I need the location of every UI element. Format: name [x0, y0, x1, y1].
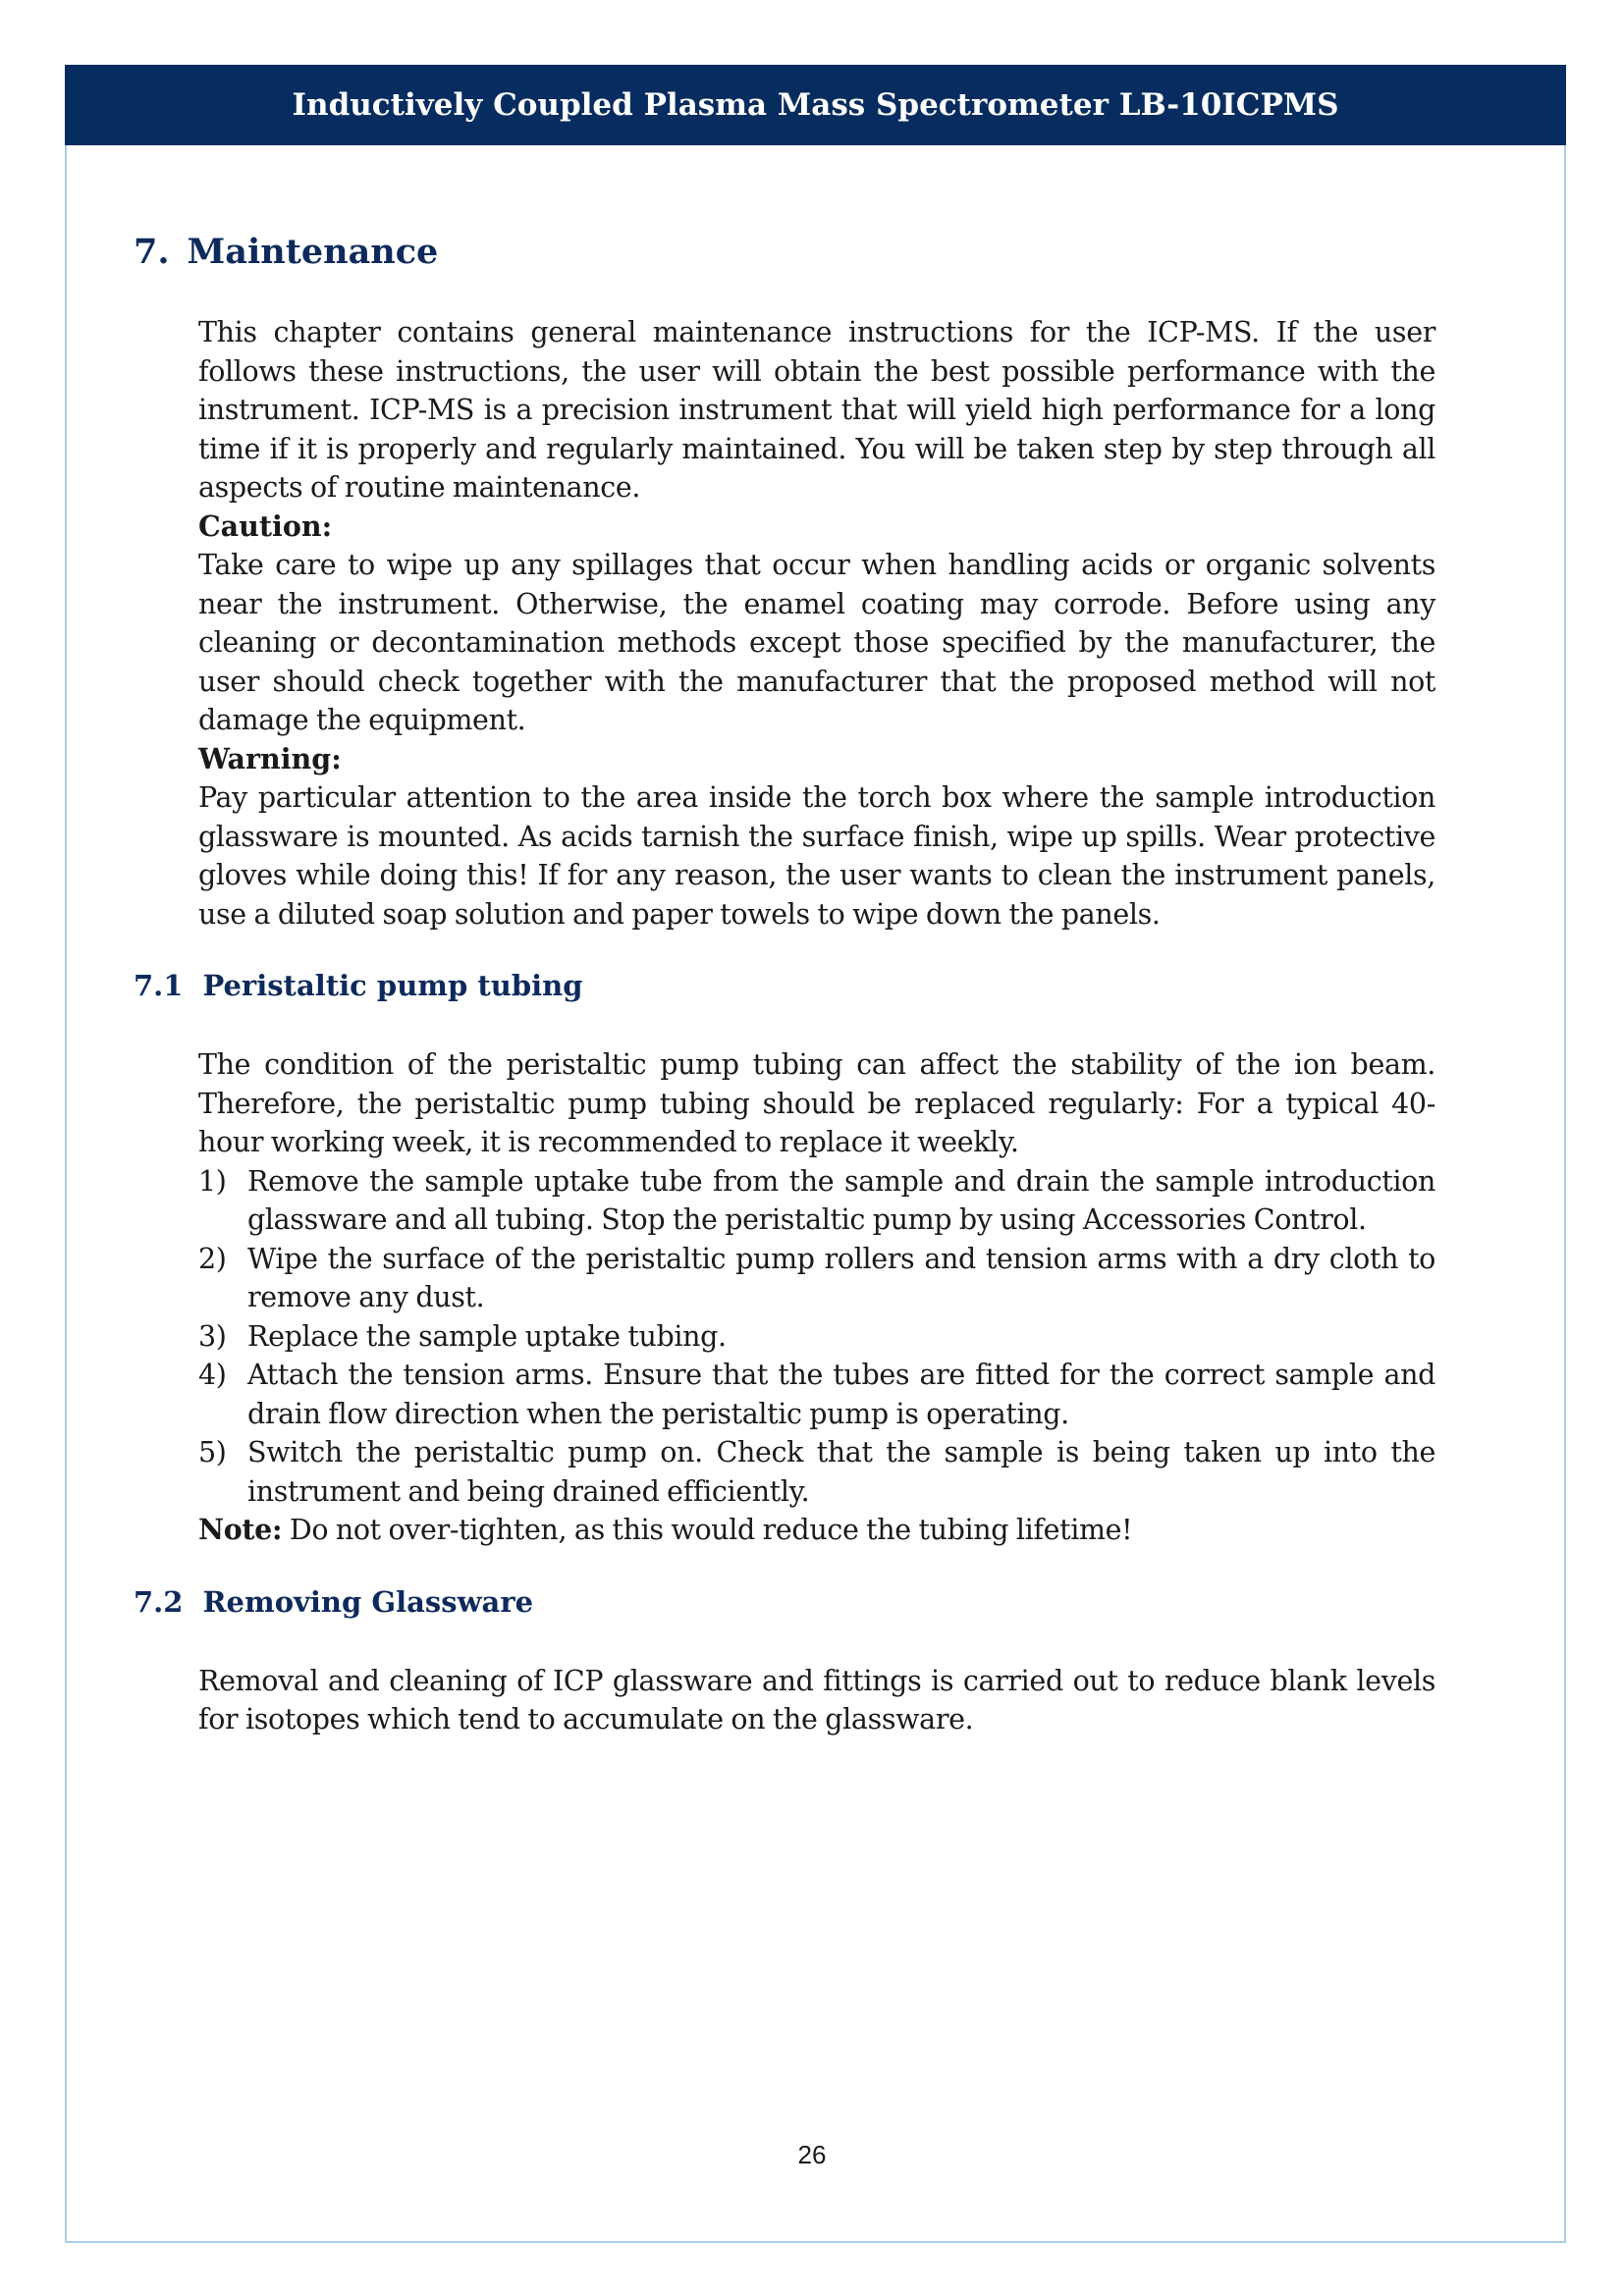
step-text: Replace the sample uptake tubing.	[247, 1319, 727, 1353]
step-text: Wipe the surface of the peristaltic pump rollers and tension arms with a dry cloth to remove any dust.	[247, 1242, 1435, 1313]
section-7-2-heading	[134, 1585, 1435, 1619]
section-7-intro: This chapter contains general maintenance instructions for the ICP-MS. If the user follows these instructions, the user will obtain the best possible performance with the instrument. ICP-MS is a precision instrument that will yield high performance for a long time if it is properly and regularly maintained. You will be taken step by step through all aspects of routine maintenance.	[198, 316, 1435, 504]
note-text: Do not over-tighten, as this would reduce the tubing lifetime!	[282, 1514, 1133, 1546]
step-number: 2)	[198, 1242, 227, 1275]
list-item	[198, 1356, 1435, 1433]
step-text: Remove the sample uptake tube from the sample and drain the sample introduction glassware and all tubing. Stop the peristaltic pump by using Accessories Control.	[247, 1164, 1435, 1236]
section-7-1-heading	[134, 969, 1435, 1002]
subsection-title: Removing Glassware	[202, 1584, 534, 1619]
pump-tubing-steps	[198, 1162, 1435, 1512]
step-number: 5)	[198, 1436, 227, 1468]
step-text: Switch the peristaltic pump on. Check that the sample is being taken up into the instrument and being drained efficiently.	[247, 1436, 1435, 1508]
warning-text: Pay particular attention to the area inside the torch box where the sample introduction glassware is mounted. As acids tarnish the surface finish, wipe up spills. Wear protective gloves while doing this! If for any reason, the user wants to clean the instrument panels, use a diluted soap solution and paper towels to wipe down the panels.	[198, 781, 1435, 931]
section-7-1-intro: The condition of the peristaltic pump tubing can affect the stability of the ion beam. Therefore, the peristaltic pump tubing should be replaced regularly: For a typical 40-hour working week, it is recommended to replace it weekly.	[198, 1048, 1435, 1158]
step-number: 1)	[198, 1164, 227, 1198]
step-number: 3)	[198, 1319, 227, 1353]
warning-label: Warning:	[198, 741, 342, 775]
section-title: Maintenance	[187, 232, 439, 272]
section-7-2-intro: Removal and cleaning of ICP glassware and fittings is carried out to reduce blank levels for isotopes which tend to accumulate on the glassware.	[198, 1664, 1435, 1735]
page-number: 26	[797, 2140, 827, 2169]
note-label: Note:	[198, 1513, 283, 1546]
section-number: 7.	[134, 232, 170, 272]
main-content	[134, 232, 1435, 1739]
document-header	[65, 65, 1566, 145]
subsection-title: Peristaltic pump tubing	[202, 969, 583, 1002]
step-number: 4)	[198, 1359, 227, 1391]
list-item	[198, 1433, 1435, 1511]
caution-text: Take care to wipe up any spillages that occur when handling acids or organic solvents near the instrument. Otherwise, the enamel coating may corrode. Before using any cleaning or decontamination methods except those specified by the manufacturer, the user should check together with the manufacturer that the proposed method will not damage the equipment.	[198, 549, 1435, 736]
caution-label: Caution:	[198, 508, 333, 543]
list-item	[198, 1162, 1435, 1240]
step-text: Attach the tension arms. Ensure that the tubes are fitted for the correct sample and drain flow direction when the peristaltic pump is operating.	[247, 1359, 1435, 1430]
subsection-number: 7.1	[134, 969, 184, 1002]
section-7-heading	[134, 232, 1435, 272]
subsection-number: 7.2	[134, 1584, 184, 1619]
header-title: Inductively Coupled Plasma Mass Spectrometer LB-10ICPMS	[292, 87, 1339, 123]
list-item	[198, 1240, 1435, 1317]
note	[198, 1511, 1435, 1550]
list-item	[198, 1317, 1435, 1357]
